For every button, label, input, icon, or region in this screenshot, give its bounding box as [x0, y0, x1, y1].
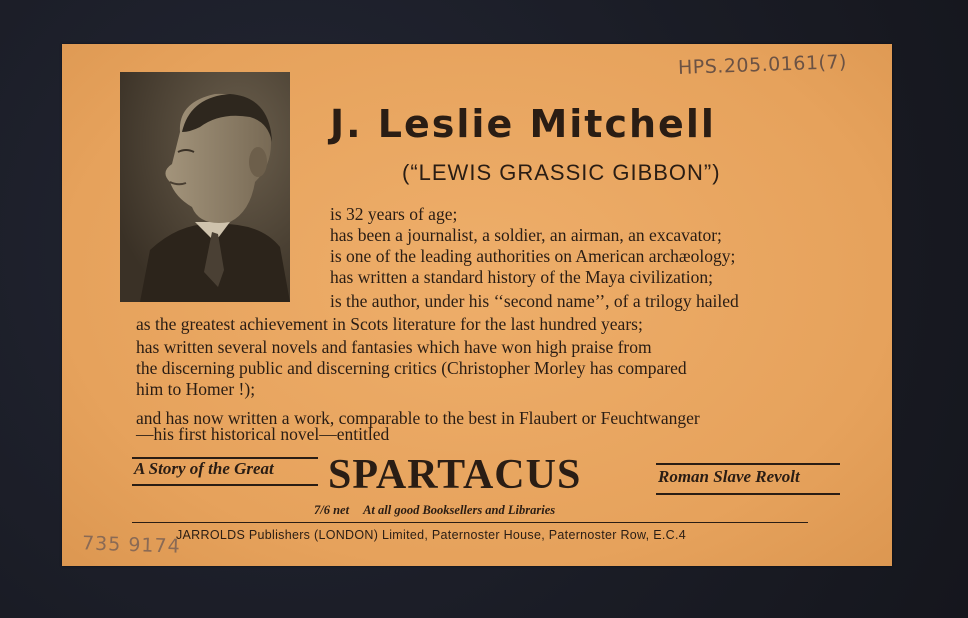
catalog-number: HPS.205.0161(7)	[677, 51, 848, 79]
body-line: the discerning public and discerning critics (Christopher Morley has compared	[136, 358, 687, 378]
body-line: has written several novels and fantasies which have won high praise from	[136, 337, 652, 357]
author-portrait	[120, 72, 290, 302]
body-line: is one of the leading authorities on American archæology;	[330, 246, 736, 266]
body-line: is the author, under his ‘‘second name’’, of a trilogy hailed	[330, 291, 739, 311]
availability: At all good Booksellers and Libraries	[363, 503, 556, 517]
price: 7/6 net	[314, 503, 350, 517]
body-line: and has now written a work, comparable to the best in Flaubert or Feuchtwanger	[136, 408, 700, 428]
right-bottom-rule	[656, 493, 840, 495]
book-title-row	[132, 452, 840, 498]
footer-rule	[132, 522, 808, 523]
author-pseudonym: (“LEWIS GRASSIC GIBBON”)	[402, 160, 721, 185]
body-line: —his first historical novel—entitled	[136, 424, 390, 444]
right-top-rule	[656, 463, 840, 465]
body-line: has been a journalist, a soldier, an airman, an excavator;	[330, 225, 722, 245]
price-line	[314, 503, 555, 518]
body-line: has written a standard history of the Maya civilization;	[330, 267, 713, 287]
left-bottom-rule	[132, 484, 318, 486]
book-title: SPARTACUS	[328, 452, 582, 498]
right-tagline: Roman Slave Revolt	[658, 467, 800, 486]
left-tagline: A Story of the Great	[134, 459, 274, 478]
publisher-line: JARROLDS Publishers (LONDON) Limited, Paternoster House, Paternoster Row, E.C.4	[176, 528, 686, 542]
body-line: as the greatest achievement in Scots literature for the last hundred years;	[136, 314, 643, 334]
body-line: him to Homer !);	[136, 379, 256, 399]
advertisement-card	[62, 44, 892, 566]
body-line: is 32 years of age;	[330, 204, 458, 224]
author-name: J. Leslie Mitchell	[330, 102, 716, 146]
catalog-number-2: 735 9174	[81, 532, 182, 558]
